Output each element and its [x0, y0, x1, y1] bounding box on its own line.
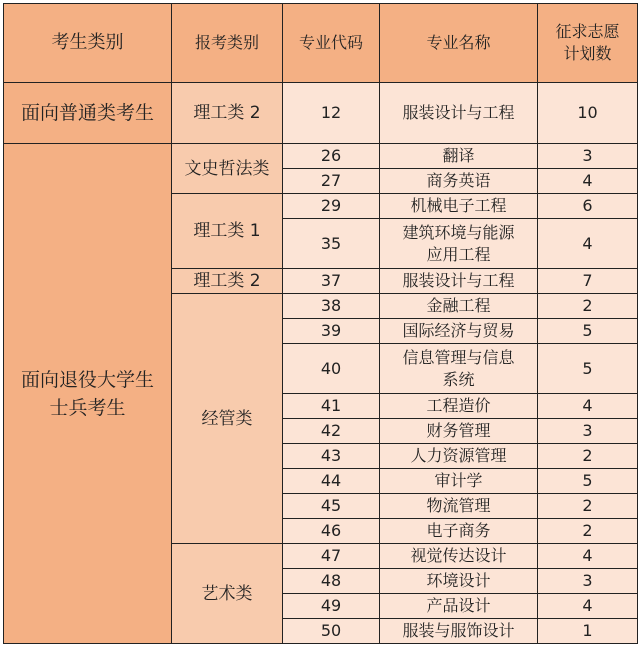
name-line2: 应用工程 — [426, 244, 491, 264]
category-cell: 理工类 2 — [172, 83, 283, 144]
code-cell: 29 — [283, 194, 380, 219]
category-cell: 文史哲法类 — [172, 144, 283, 194]
table-row — [4, 144, 638, 169]
code-cell: 39 — [283, 319, 380, 344]
group-veteran — [4, 144, 172, 644]
veteran-line2: 士兵考生 — [49, 396, 126, 419]
name-cell: 电子商务 — [380, 519, 538, 544]
code-cell: 40 — [283, 344, 380, 394]
header-plan-line1: 征求志愿 — [555, 22, 620, 41]
count-cell: 4 — [538, 544, 638, 569]
code-cell: 47 — [283, 544, 380, 569]
header-major-code: 专业代码 — [283, 4, 380, 83]
name-cell: 视觉传达设计 — [380, 544, 538, 569]
count-cell: 4 — [538, 169, 638, 194]
code-cell: 35 — [283, 219, 380, 269]
code-cell: 42 — [283, 419, 380, 444]
code-cell: 50 — [283, 619, 380, 644]
name-cell: 服装设计与工程 — [380, 269, 538, 294]
name-cell: 物流管理 — [380, 494, 538, 519]
code-cell: 41 — [283, 394, 380, 419]
category-cell: 理工类 2 — [172, 269, 283, 294]
count-cell: 3 — [538, 144, 638, 169]
count-cell: 4 — [538, 219, 638, 269]
code-cell: 45 — [283, 494, 380, 519]
code-cell: 38 — [283, 294, 380, 319]
count-cell: 5 — [538, 319, 638, 344]
category-cell: 理工类 1 — [172, 194, 283, 269]
name-cell: 环境设计 — [380, 569, 538, 594]
count-cell: 1 — [538, 619, 638, 644]
code-cell: 48 — [283, 569, 380, 594]
code-cell: 46 — [283, 519, 380, 544]
group-regular: 面向普通类考生 — [4, 83, 172, 144]
header-plan-count — [538, 4, 638, 83]
code-cell: 43 — [283, 444, 380, 469]
count-cell: 3 — [538, 569, 638, 594]
name-cell: 机械电子工程 — [380, 194, 538, 219]
count-cell: 7 — [538, 269, 638, 294]
count-cell: 2 — [538, 519, 638, 544]
name-cell — [380, 219, 538, 269]
header-candidate-type: 考生类别 — [4, 4, 172, 83]
name-cell: 工程造价 — [380, 394, 538, 419]
name-cell: 商务英语 — [380, 169, 538, 194]
code-cell: 27 — [283, 169, 380, 194]
name-cell: 国际经济与贸易 — [380, 319, 538, 344]
count-cell: 4 — [538, 394, 638, 419]
name-cell: 产品设计 — [380, 594, 538, 619]
name-line1: 信息管理与信息 — [402, 347, 515, 367]
name-cell: 人力资源管理 — [380, 444, 538, 469]
header-apply-category: 报考类别 — [172, 4, 283, 83]
count-cell: 6 — [538, 194, 638, 219]
count-cell: 5 — [538, 469, 638, 494]
count-cell: 5 — [538, 344, 638, 394]
name-cell: 服装与服饰设计 — [380, 619, 538, 644]
table-row — [4, 83, 638, 144]
code-cell: 26 — [283, 144, 380, 169]
name-cell — [380, 344, 538, 394]
category-cell: 艺术类 — [172, 544, 283, 644]
count-cell: 2 — [538, 494, 638, 519]
code-cell: 37 — [283, 269, 380, 294]
name-cell: 翻译 — [380, 144, 538, 169]
header-row — [4, 4, 638, 83]
name-cell: 服装设计与工程 — [380, 83, 538, 144]
name-line2: 系统 — [442, 369, 475, 389]
name-cell: 金融工程 — [380, 294, 538, 319]
name-cell: 财务管理 — [380, 419, 538, 444]
veteran-line1: 面向退役大学生 — [20, 368, 154, 391]
name-line1: 建筑环境与能源 — [402, 222, 515, 242]
name-cell: 审计学 — [380, 469, 538, 494]
header-major-name: 专业名称 — [380, 4, 538, 83]
admission-plan-table — [3, 3, 638, 644]
count-cell: 4 — [538, 594, 638, 619]
header-plan-line2: 计划数 — [563, 44, 612, 63]
count-cell: 2 — [538, 294, 638, 319]
category-cell: 经管类 — [172, 294, 283, 544]
code-cell: 44 — [283, 469, 380, 494]
count-cell: 3 — [538, 419, 638, 444]
count-cell: 10 — [538, 83, 638, 144]
code-cell: 49 — [283, 594, 380, 619]
code-cell: 12 — [283, 83, 380, 144]
count-cell: 2 — [538, 444, 638, 469]
